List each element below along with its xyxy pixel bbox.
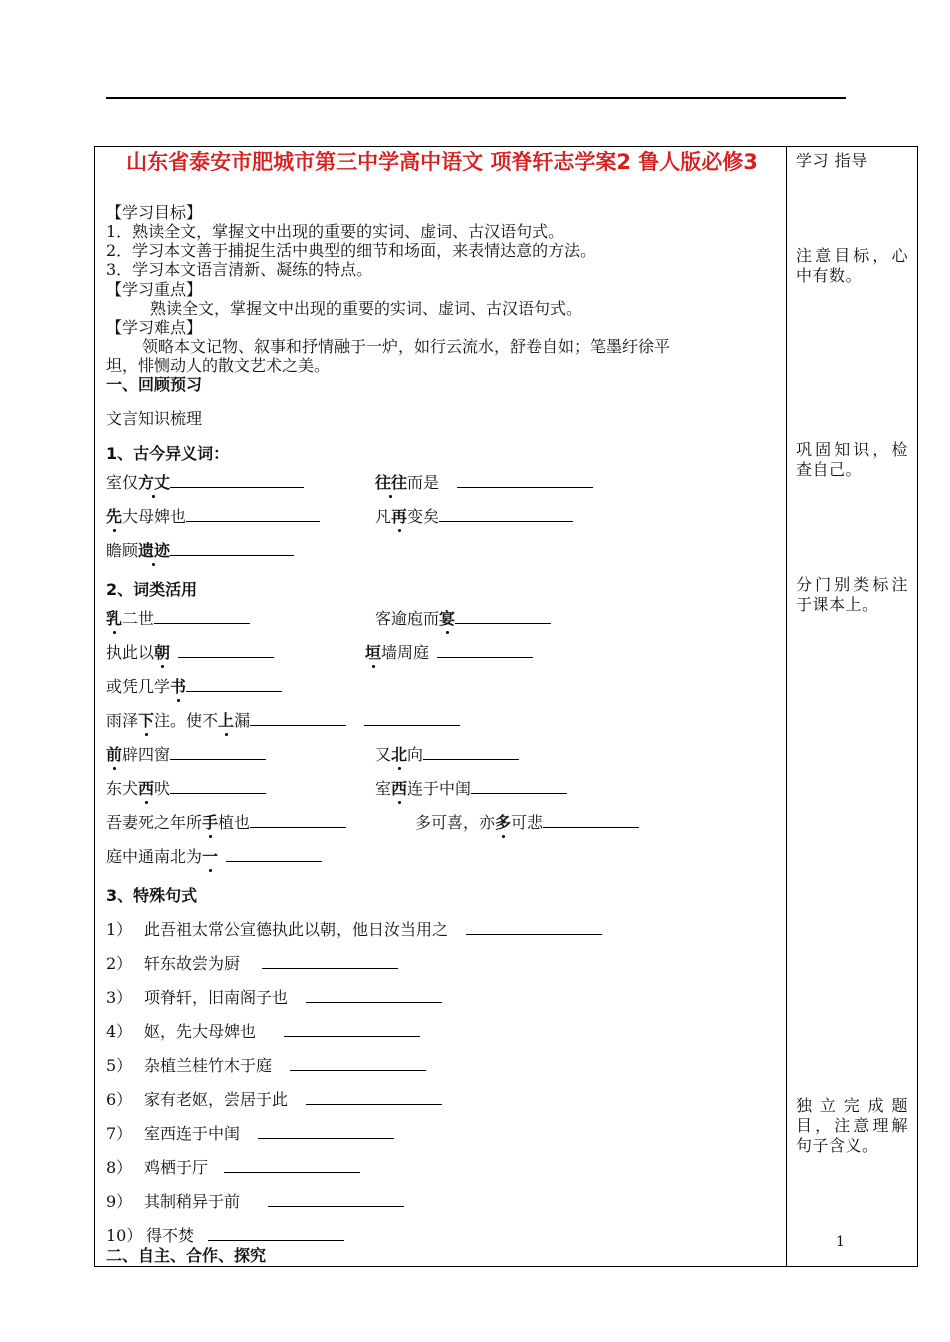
gujin-item: 室仅方丈 xyxy=(106,473,304,493)
page-number: 1 xyxy=(836,1234,845,1250)
focus-text: 熟读全文，掌握文中出现的重要的实词、虚词、古汉语句式。 xyxy=(150,299,583,318)
answer-blank[interactable] xyxy=(364,724,460,726)
sentence-item: 4） 妪，先大母婢也 xyxy=(106,1022,420,1042)
huoyong-item: 庭中通南北为一 xyxy=(106,847,322,867)
sentence-item: 2） 轩东故尝为厨 xyxy=(106,954,398,974)
sentence-item: 6） 家有老妪，尝居于此 xyxy=(106,1090,442,1110)
huoyong-item: 垣墙周庭 xyxy=(365,643,533,663)
answer-blank[interactable] xyxy=(306,1103,442,1105)
answer-blank[interactable] xyxy=(543,826,639,828)
knowledge-heading: 文言知识梳理 xyxy=(106,409,203,428)
objective-1: 1．熟读全文，掌握文中出现的重要的实词、虚词、古汉语句式。 xyxy=(106,222,565,241)
answer-blank[interactable] xyxy=(471,792,567,794)
sentence-item: 7） 室西连于中闺 xyxy=(106,1124,394,1144)
sentence-item: 8） 鸡栖于厅 xyxy=(106,1158,360,1178)
answer-blank[interactable] xyxy=(455,622,551,624)
objectives-heading: 【学习目标】 xyxy=(106,203,203,222)
huoyong-item: 吾妻死之年所手植也 xyxy=(106,813,346,833)
gujin-item: 往往而是 xyxy=(375,473,593,493)
answer-blank[interactable] xyxy=(306,1001,442,1003)
sentence-item: 9） 其制稍异于前 xyxy=(106,1192,404,1212)
gujin-item: 凡再变矣 xyxy=(375,507,573,527)
page-title: 山东省泰安市肥城市第三中学高中语文 项脊轩志学案2 鲁人版必修3 xyxy=(126,150,758,174)
header-rule xyxy=(106,97,846,99)
sidebar-note-annotate: 分门别类标注于课本上。 xyxy=(796,575,908,614)
objective-3: 3．学习本文语言清新、凝练的特点。 xyxy=(106,260,373,279)
huoyong-item: 雨泽下注。使不上漏 xyxy=(106,711,460,731)
answer-blank[interactable] xyxy=(258,1137,394,1139)
sentence-item: 10） 得不焚 xyxy=(106,1226,344,1246)
answer-blank[interactable] xyxy=(170,554,294,556)
section-explore-heading: 二、自主、合作、探究 xyxy=(106,1246,267,1265)
answer-blank[interactable] xyxy=(186,690,282,692)
huoyong-item: 前辟四窗 xyxy=(106,745,266,765)
gujin-item: 瞻顾遗迹 xyxy=(106,541,294,561)
huoyong-item: 执此以朝 xyxy=(106,643,274,663)
sidebar-note-objectives: 注意目标，心中有数。 xyxy=(796,246,908,285)
huoyong-item: 客逾庖而宴 xyxy=(375,609,551,629)
answer-blank[interactable] xyxy=(170,792,266,794)
huoyong-item: 室西连于中闺 xyxy=(375,779,567,799)
answer-blank[interactable] xyxy=(290,1069,426,1071)
answer-blank[interactable] xyxy=(226,860,322,862)
answer-blank[interactable] xyxy=(437,656,533,658)
answer-blank[interactable] xyxy=(262,967,398,969)
difficulty-line-2: 坦，悱恻动人的散文艺术之美。 xyxy=(106,356,331,375)
sentence-item: 1） 此吾祖太常公宣德执此以朝，他日汝当用之 xyxy=(106,920,602,940)
difficulty-line-1: 领略本文记物、叙事和抒情融于一炉，如行云流水，舒卷自如；笔墨纡徐平 xyxy=(142,337,671,356)
answer-blank[interactable] xyxy=(178,656,274,658)
huoyong-item: 东犬西吠 xyxy=(106,779,266,799)
sidebar-note-sentences: 独立完成题目，注意理解句子含义。 xyxy=(796,1096,908,1155)
gujin-item: 先大母婢也 xyxy=(106,507,320,527)
huoyong-heading: 2、词类活用 xyxy=(106,580,198,599)
answer-blank[interactable] xyxy=(170,486,304,488)
answer-blank[interactable] xyxy=(170,758,266,760)
difficulty-heading: 【学习难点】 xyxy=(106,318,203,337)
sidebar-note-review: 巩固知识，检查自己。 xyxy=(796,440,908,479)
huoyong-item: 又北向 xyxy=(375,745,519,765)
answer-blank[interactable] xyxy=(439,520,573,522)
answer-blank[interactable] xyxy=(224,1171,360,1173)
answer-blank[interactable] xyxy=(268,1205,404,1207)
gujin-heading: 1、古今异义词： xyxy=(106,444,230,463)
sidebar-header: 学习 指导 xyxy=(796,151,868,170)
sentence-heading: 3、特殊句式 xyxy=(106,886,198,905)
section-review-heading: 一、回顾预习 xyxy=(106,375,203,394)
answer-blank[interactable] xyxy=(250,724,346,726)
column-divider xyxy=(786,146,787,1267)
objective-2: 2．学习本文善于捕捉生活中典型的细节和场面，来表情达意的方法。 xyxy=(106,241,597,260)
answer-blank[interactable] xyxy=(154,622,250,624)
answer-blank[interactable] xyxy=(457,486,593,488)
answer-blank[interactable] xyxy=(250,826,346,828)
answer-blank[interactable] xyxy=(186,520,320,522)
huoyong-item: 或凭几学书 xyxy=(106,677,282,697)
answer-blank[interactable] xyxy=(466,933,602,935)
focus-heading: 【学习重点】 xyxy=(106,280,203,299)
sentence-item: 5） 杂植兰桂竹木于庭 xyxy=(106,1056,426,1076)
answer-blank[interactable] xyxy=(208,1239,344,1241)
sentence-item: 3） 项脊轩，旧南阁子也 xyxy=(106,988,442,1008)
answer-blank[interactable] xyxy=(284,1035,420,1037)
answer-blank[interactable] xyxy=(423,758,519,760)
huoyong-item: 乳二世 xyxy=(106,609,250,629)
huoyong-item: 多可喜，亦多可悲 xyxy=(415,813,639,833)
